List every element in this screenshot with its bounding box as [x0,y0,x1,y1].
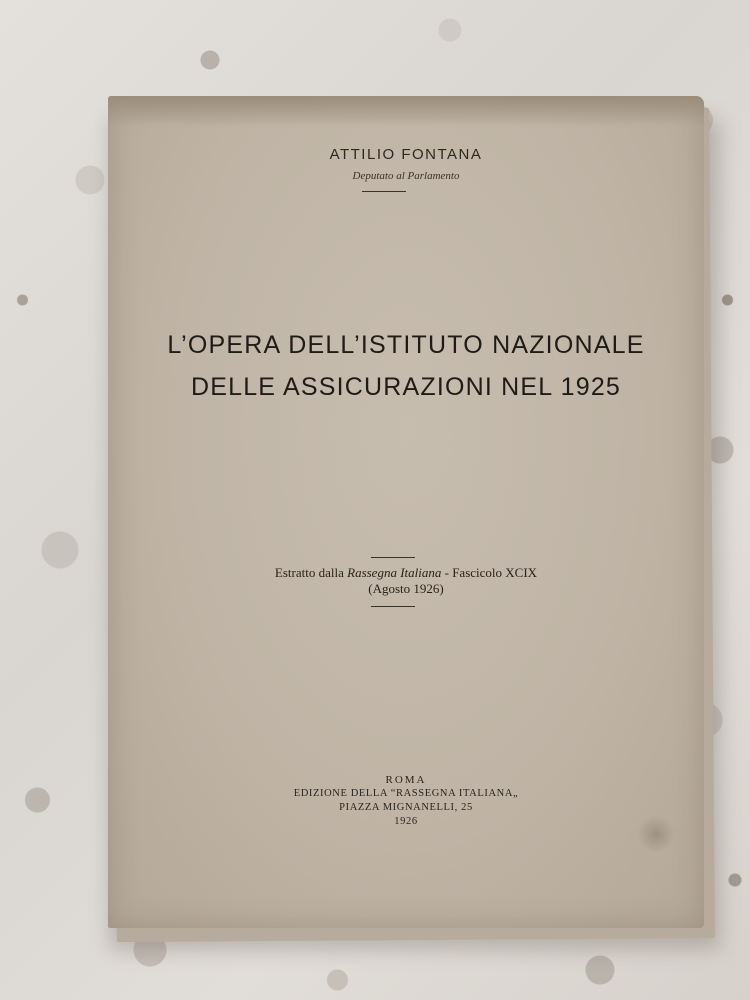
title-line-1: L’OPERA DELL’ISTITUTO NAZIONALE [167,331,645,359]
divider-rule [371,557,415,558]
journal-name: Rassegna Italiana [347,565,442,580]
imprint-publisher: EDIZIONE DELLA “RASSEGNA ITALIANA„ [293,788,519,799]
title-line-2: DELLE ASSICURAZIONI NEL 1925 [190,373,622,401]
author-name: ATTILIO FONTANA [329,146,483,163]
imprint-city: ROMA [385,774,427,786]
imprint-year: 1926 [394,816,418,827]
imprint [108,773,704,829]
author-role: Deputato al Parlamento [352,170,460,182]
extract-suffix: - Fascicolo XCIX [441,565,538,580]
extract-line [108,565,704,581]
document-title [108,324,704,408]
extract-prefix: Estratto dalla [274,565,348,580]
divider-rule [371,606,415,607]
divider-rule [362,191,406,192]
extract-note [108,565,704,597]
booklet-cover [108,96,704,928]
extract-date: (Agosto 1926) [368,581,444,596]
imprint-address: PIAZZA MIGNANELLI, 25 [339,802,473,813]
